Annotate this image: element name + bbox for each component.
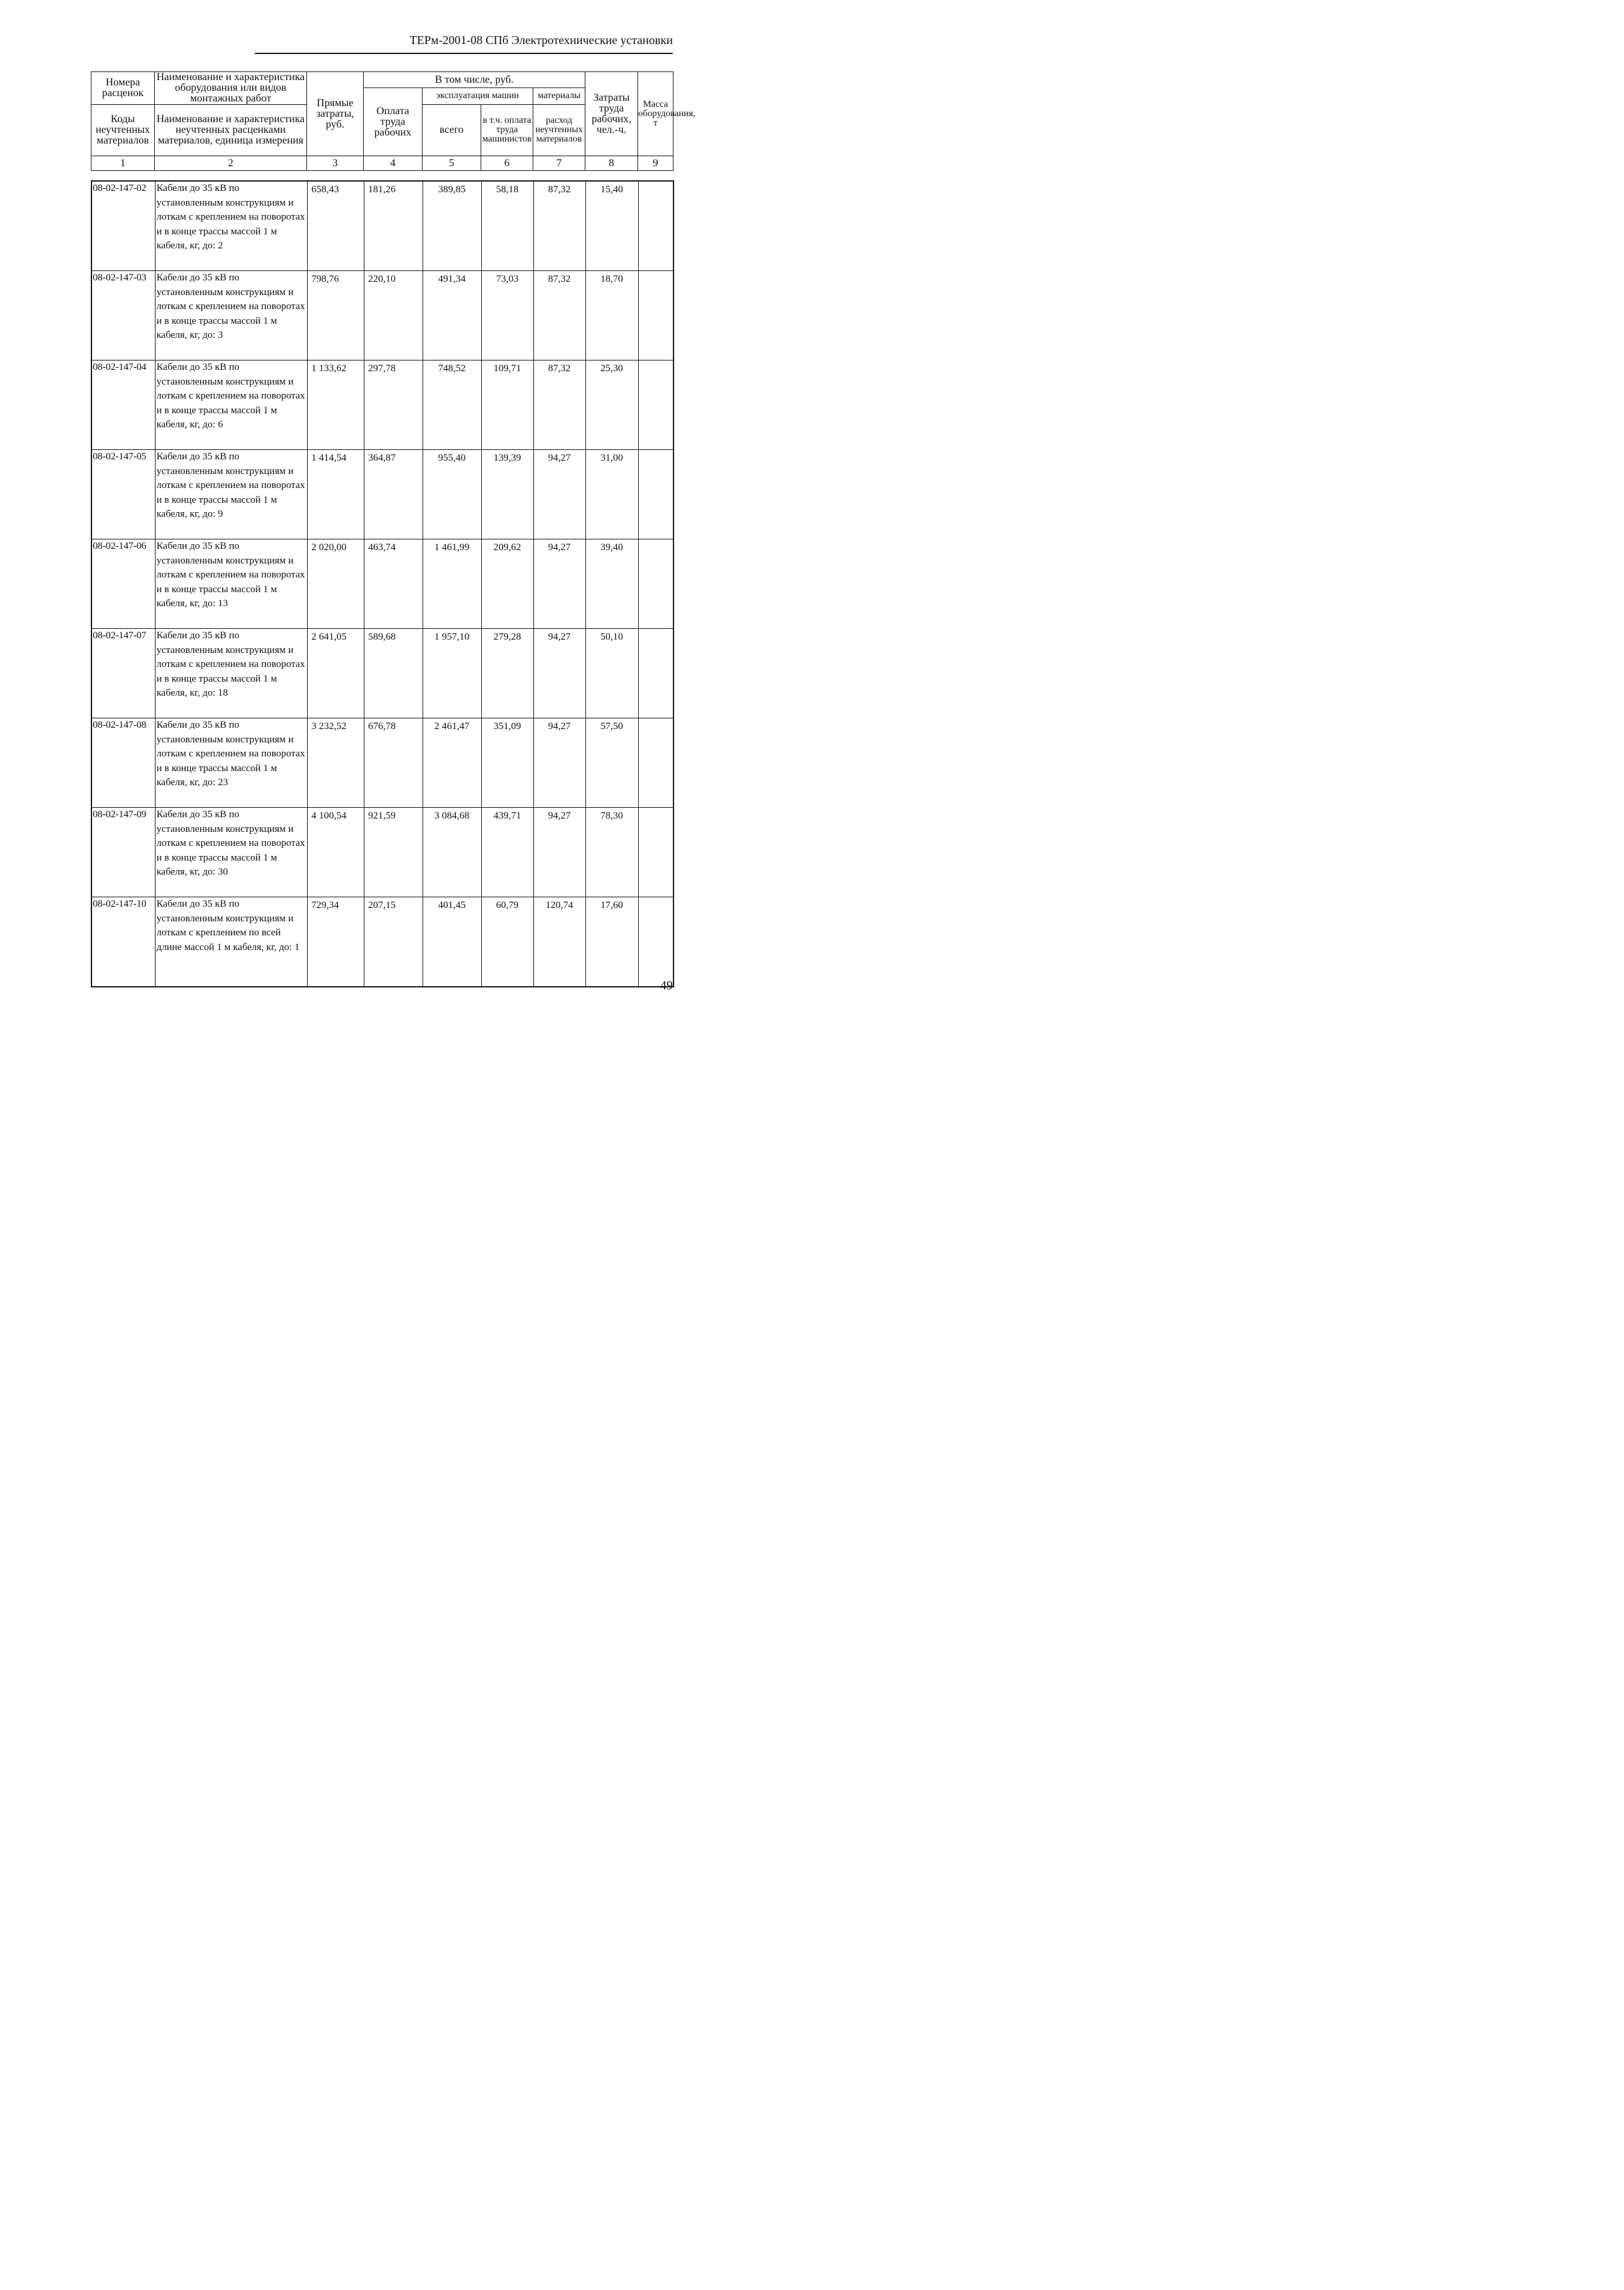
machine-costs-total: 1 461,99	[423, 539, 481, 629]
machine-costs-total: 401,45	[423, 897, 481, 987]
materials-costs: 94,27	[533, 718, 585, 808]
work-description: Кабели до 35 кВ по установленным конструкциям и лоткам с креплением на поворотах и в конце трассы массой 1 м кабеля, кг, до: 30	[155, 808, 307, 897]
table-header	[91, 71, 696, 171]
labor-hours: 25,30	[585, 361, 638, 450]
work-description: Кабели до 35 кВ по установленным конструкциям и лоткам с креплением на поворотах и в конце трассы массой 1 м кабеля, кг, до: 3	[155, 271, 307, 361]
group-materials-header: материалы	[533, 88, 585, 105]
table-row	[91, 271, 673, 361]
table-row	[91, 629, 673, 718]
materials-costs: 94,27	[533, 539, 585, 629]
equipment-mass	[638, 808, 673, 897]
work-description: Кабели до 35 кВ по установленным конструкциям и лоткам с креплением по всей длине массой 1 м кабеля, кг, до: 1	[155, 897, 307, 987]
work-description: Кабели до 35 кВ по установленным конструкциям и лоткам с креплением на поворотах и в конце трассы массой 1 м кабеля, кг, до: 2	[155, 181, 307, 271]
labor-hours: 78,30	[585, 808, 638, 897]
equipment-mass	[638, 271, 673, 361]
machinist-wages: 279,28	[481, 629, 533, 718]
labor-hours: 31,00	[585, 450, 638, 539]
work-description: Кабели до 35 кВ по установленным конструкциям и лоткам с креплением на поворотах и в конце трассы массой 1 м кабеля, кг, до: 23	[155, 718, 307, 808]
col9-header: Масса оборудования, т	[638, 72, 673, 156]
machinist-wages: 73,03	[481, 271, 533, 361]
worker-wages: 364,87	[364, 450, 423, 539]
materials-costs: 87,32	[533, 181, 585, 271]
worker-wages: 676,78	[364, 718, 423, 808]
work-description: Кабели до 35 кВ по установленным конструкциям и лоткам с креплением на поворотах и в конце трассы массой 1 м кабеля, кг, до: 9	[155, 450, 307, 539]
col7-header: расход неучтенных материалов	[533, 105, 585, 156]
table-row	[91, 361, 673, 450]
direct-costs: 1 414,54	[307, 450, 364, 539]
direct-costs: 798,76	[307, 271, 364, 361]
rate-code: 08-02-147-04	[91, 361, 155, 450]
col-number: 4	[364, 156, 423, 171]
work-description: Кабели до 35 кВ по установленным конструкциям и лоткам с креплением на поворотах и в конце трассы массой 1 м кабеля, кг, до: 6	[155, 361, 307, 450]
worker-wages: 181,26	[364, 181, 423, 271]
materials-costs: 94,27	[533, 629, 585, 718]
rate-code: 08-02-147-02	[91, 181, 155, 271]
col-number: 2	[155, 156, 307, 171]
machine-costs-total: 955,40	[423, 450, 481, 539]
equipment-mass	[638, 181, 673, 271]
labor-hours: 50,10	[585, 629, 638, 718]
labor-hours: 57,50	[585, 718, 638, 808]
machinist-wages: 109,71	[481, 361, 533, 450]
col-number: 1	[91, 156, 155, 171]
equipment-mass	[638, 718, 673, 808]
machine-costs-total: 3 084,68	[423, 808, 481, 897]
table-row	[91, 539, 673, 629]
direct-costs: 2 020,00	[307, 539, 364, 629]
group-machines-header: эксплуатация машин	[423, 88, 533, 105]
table-row	[91, 808, 673, 897]
labor-hours: 15,40	[585, 181, 638, 271]
materials-costs: 94,27	[533, 808, 585, 897]
machinist-wages: 60,79	[481, 897, 533, 987]
machine-costs-total: 2 461,47	[423, 718, 481, 808]
machinist-wages: 58,18	[481, 181, 533, 271]
direct-costs: 1 133,62	[307, 361, 364, 450]
materials-costs: 87,32	[533, 361, 585, 450]
equipment-mass	[638, 361, 673, 450]
col-number: 5	[423, 156, 481, 171]
col-number: 8	[585, 156, 638, 171]
machine-costs-total: 748,52	[423, 361, 481, 450]
direct-costs: 2 641,05	[307, 629, 364, 718]
rates-table	[91, 180, 674, 987]
work-description: Кабели до 35 кВ по установленным конструкциям и лоткам с креплением на поворотах и в конце трассы массой 1 м кабеля, кг, до: 18	[155, 629, 307, 718]
document-header-title: ТЕРм-2001-08 СПб Электротехнические установки	[409, 33, 673, 47]
work-description: Кабели до 35 кВ по установленным конструкциям и лоткам с креплением на поворотах и в конце трассы массой 1 м кабеля, кг, до: 13	[155, 539, 307, 629]
materials-costs: 120,74	[533, 897, 585, 987]
direct-costs: 729,34	[307, 897, 364, 987]
col3-header: Прямые затраты, руб.	[307, 72, 364, 156]
group-incl-header: В том числе, руб.	[364, 72, 585, 88]
worker-wages: 463,74	[364, 539, 423, 629]
machine-costs-total: 389,85	[423, 181, 481, 271]
direct-costs: 658,43	[307, 181, 364, 271]
page-number: 49	[660, 979, 673, 993]
col4-header: Оплата труда рабочих	[364, 88, 423, 156]
machinist-wages: 439,71	[481, 808, 533, 897]
labor-hours: 39,40	[585, 539, 638, 629]
worker-wages: 220,10	[364, 271, 423, 361]
direct-costs: 4 100,54	[307, 808, 364, 897]
col-number: 9	[638, 156, 673, 171]
table-row	[91, 718, 673, 808]
rate-code: 08-02-147-08	[91, 718, 155, 808]
col-number: 3	[307, 156, 364, 171]
machine-costs-total: 491,34	[423, 271, 481, 361]
rate-code: 08-02-147-03	[91, 271, 155, 361]
col5-header: всего	[423, 105, 481, 156]
col1-top-header: Номера расценок	[91, 72, 155, 105]
header-rule	[255, 53, 673, 54]
rate-code: 08-02-147-07	[91, 629, 155, 718]
labor-hours: 17,60	[585, 897, 638, 987]
table-row	[91, 450, 673, 539]
col-number: 6	[481, 156, 533, 171]
col1-bottom-header: Коды неучтенных материалов	[91, 105, 155, 156]
rate-code: 08-02-147-05	[91, 450, 155, 539]
equipment-mass	[638, 450, 673, 539]
rate-code: 08-02-147-09	[91, 808, 155, 897]
machinist-wages: 209,62	[481, 539, 533, 629]
col2-top-header: Наименование и характеристика оборудования или видов монтажных работ	[155, 72, 307, 105]
rate-code: 08-02-147-10	[91, 897, 155, 987]
col8-header: Затраты труда рабочих, чел.-ч.	[585, 72, 638, 156]
worker-wages: 297,78	[364, 361, 423, 450]
machinist-wages: 139,39	[481, 450, 533, 539]
worker-wages: 207,15	[364, 897, 423, 987]
equipment-mass	[638, 629, 673, 718]
col2-bottom-header: Наименование и характеристика неучтенных расценками материалов, единица измерения	[155, 105, 307, 156]
machine-costs-total: 1 957,10	[423, 629, 481, 718]
materials-costs: 94,27	[533, 450, 585, 539]
worker-wages: 921,59	[364, 808, 423, 897]
col-number: 7	[533, 156, 585, 171]
col6-header: в т.ч. оплата труда машинистов	[481, 105, 533, 156]
labor-hours: 18,70	[585, 271, 638, 361]
equipment-mass	[638, 539, 673, 629]
worker-wages: 589,68	[364, 629, 423, 718]
machinist-wages: 351,09	[481, 718, 533, 808]
rate-code: 08-02-147-06	[91, 539, 155, 629]
direct-costs: 3 232,52	[307, 718, 364, 808]
equipment-mass	[638, 897, 673, 987]
table-row	[91, 897, 673, 987]
table-row	[91, 181, 673, 271]
materials-costs: 87,32	[533, 271, 585, 361]
